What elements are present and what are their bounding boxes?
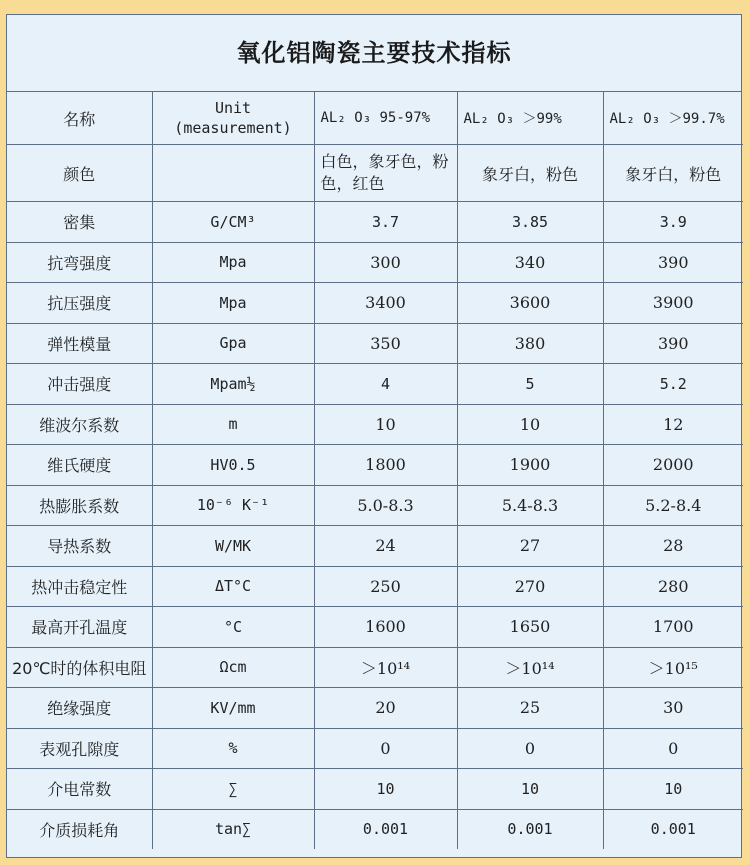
row-unit: ΔT°C [152,566,314,607]
row-name: 绝缘强度 [7,688,152,729]
spec-table [7,92,743,849]
row-name: 弹性模量 [7,323,152,364]
row-grade-95: 1600 [314,607,457,648]
table-row [7,647,743,688]
row-grade-997: 390 [603,242,743,283]
row-grade-997: 5.2 [603,364,743,405]
color-row-grade-95: 白色，象牙色，粉色，红色 [314,145,457,202]
row-grade-99: 5 [457,364,603,405]
row-grade-95: 10 [314,769,457,810]
row-name: 导热系数 [7,526,152,567]
table-row [7,323,743,364]
row-grade-99: 380 [457,323,603,364]
row-unit: °C [152,607,314,648]
row-grade-997: 2000 [603,445,743,486]
row-name: 热冲击稳定性 [7,566,152,607]
row-name: 抗弯强度 [7,242,152,283]
table-row [7,445,743,486]
row-grade-997: 12 [603,404,743,445]
row-grade-95: 4 [314,364,457,405]
row-grade-997: 390 [603,323,743,364]
row-grade-95: 300 [314,242,457,283]
row-unit: W/MK [152,526,314,567]
header-grade-99: AL₂ O₃ ＞99% [457,92,603,145]
header-unit-line1: Unit [214,99,252,117]
row-grade-95: 250 [314,566,457,607]
row-grade-997: 0 [603,728,743,769]
row-grade-95: 1800 [314,445,457,486]
row-grade-95: 5.0-8.3 [314,485,457,526]
row-grade-99: 3600 [457,283,603,324]
row-grade-99: 0 [457,728,603,769]
row-grade-95: 10 [314,404,457,445]
row-unit: 10⁻⁶ K⁻¹ [152,485,314,526]
row-grade-95: 0 [314,728,457,769]
row-grade-997: 0.001 [603,809,743,849]
color-row-unit [152,145,314,202]
table-row [7,283,743,324]
row-grade-99: 3.85 [457,202,603,243]
table-row [7,485,743,526]
row-grade-95: 0.001 [314,809,457,849]
color-row [7,145,743,202]
row-unit: Gpa [152,323,314,364]
row-name: 维氏硬度 [7,445,152,486]
spec-sheet [6,14,742,858]
row-grade-99: 10 [457,769,603,810]
row-grade-95: 3400 [314,283,457,324]
row-grade-99: 1900 [457,445,603,486]
row-unit: Mpa [152,283,314,324]
row-grade-95: 3.7 [314,202,457,243]
row-name: 密集 [7,202,152,243]
row-name: 维波尔系数 [7,404,152,445]
row-grade-99: 1650 [457,607,603,648]
row-grade-997: ＞10¹⁵ [603,647,743,688]
row-grade-997: 1700 [603,607,743,648]
row-unit: Mpam½ [152,364,314,405]
table-row [7,607,743,648]
row-grade-99: 340 [457,242,603,283]
row-name: 介电常数 [7,769,152,810]
header-row [7,92,743,145]
table-row [7,769,743,810]
row-name: 抗压强度 [7,283,152,324]
row-name: 20℃时的体积电阻 [7,647,152,688]
row-name: 冲击强度 [7,364,152,405]
row-unit: % [152,728,314,769]
row-grade-997: 3900 [603,283,743,324]
row-grade-99: 10 [457,404,603,445]
row-grade-997: 3.9 [603,202,743,243]
table-row [7,202,743,243]
row-grade-997: 280 [603,566,743,607]
row-grade-997: 30 [603,688,743,729]
row-grade-95: ＞10¹⁴ [314,647,457,688]
header-unit [152,92,314,145]
row-name: 热膨胀系数 [7,485,152,526]
color-row-grade-997: 象牙白，粉色 [603,145,743,202]
row-grade-99: 270 [457,566,603,607]
row-grade-95: 350 [314,323,457,364]
table-row [7,242,743,283]
page-title: 氧化铝陶瓷主要技术指标 [7,15,741,92]
table-row [7,364,743,405]
row-grade-997: 28 [603,526,743,567]
row-grade-99: 5.4-8.3 [457,485,603,526]
row-unit: HV0.5 [152,445,314,486]
table-row [7,728,743,769]
row-grade-95: 24 [314,526,457,567]
row-unit: KV/mm [152,688,314,729]
table-row [7,688,743,729]
table-row [7,809,743,849]
table-row [7,404,743,445]
table-row [7,566,743,607]
row-grade-997: 5.2-8.4 [603,485,743,526]
row-name: 最高开孔温度 [7,607,152,648]
header-unit-line2: (measurement) [174,119,292,137]
header-grade-95: AL₂ O₃ 95-97% [314,92,457,145]
color-row-name: 颜色 [7,145,152,202]
row-unit: ∑ [152,769,314,810]
row-unit: tan∑ [152,809,314,849]
row-grade-99: 27 [457,526,603,567]
header-grade-997: AL₂ O₃ ＞99.7% [603,92,743,145]
row-grade-99: ＞10¹⁴ [457,647,603,688]
header-name: 名称 [7,92,152,145]
row-grade-99: 0.001 [457,809,603,849]
row-grade-95: 20 [314,688,457,729]
row-unit: m [152,404,314,445]
color-row-grade-99: 象牙白，粉色 [457,145,603,202]
table-row [7,526,743,567]
row-unit: G/CM³ [152,202,314,243]
row-grade-99: 25 [457,688,603,729]
row-unit: Ωcm [152,647,314,688]
row-grade-997: 10 [603,769,743,810]
row-name: 介质损耗角 [7,809,152,849]
row-name: 表观孔隙度 [7,728,152,769]
row-unit: Mpa [152,242,314,283]
